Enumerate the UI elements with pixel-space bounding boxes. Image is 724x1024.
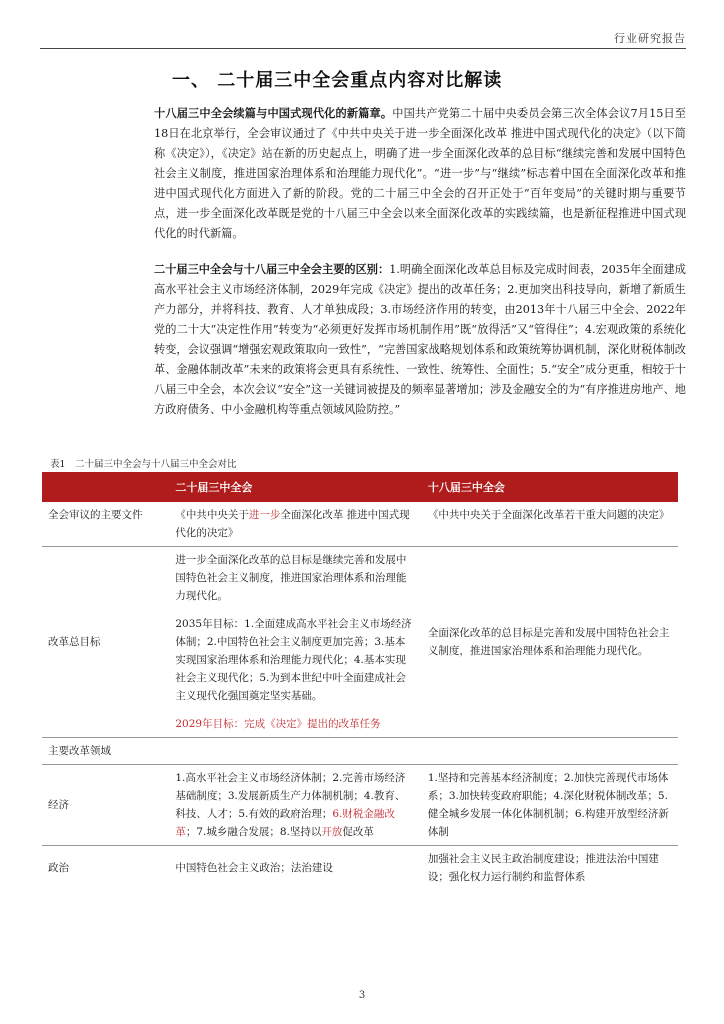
- header-20th-plenum: 二十届三中全会: [169, 472, 422, 502]
- econ-20th-red2: 开放: [321, 826, 343, 838]
- paragraph-1: [154, 103, 686, 244]
- econ-18th: 1.坚持和完善基本经济制度；2.加快完善现代市场体系；3.加快转变政府职能；4.深化财税体制改革；5.健全城乡发展一体化体制机制；6.构建开放型经济新体制: [422, 765, 678, 846]
- doc-label: 全会审议的主要文件: [42, 502, 169, 547]
- goal-18th: 全面深化改革的总目标是完善和发展中国特色社会主义制度，推进国家治理体系和治理能力现代化。: [422, 547, 678, 738]
- goal-20th-p1: 进一步全面深化改革的总目标是继续完善和发展中国特色社会主义制度，推进国家治理体系和治理能力现代化。: [175, 554, 407, 602]
- table-row-politics: [42, 846, 678, 891]
- comparison-table: [42, 472, 678, 890]
- header-divider: [40, 48, 686, 49]
- doc-20th: [169, 502, 422, 547]
- paragraph-2-lead: 二十届三中全会与十八届三中全会主要的区别：: [154, 262, 390, 276]
- section-title: 一、 二十届三中全会重点内容对比解读: [172, 70, 503, 91]
- table-row-goal: [42, 547, 678, 738]
- doc-18th: 《中共中央关于全面深化改革若干重大问题的决定》: [422, 502, 678, 547]
- report-type-label: 行业研究报告: [614, 32, 686, 45]
- goal-20th: [169, 547, 422, 738]
- politics-18th: 加强社会主义民主政治制度建设；推进法治中国建设；强化权力运行制约和监督体系: [427, 853, 659, 883]
- table-row-econ: [42, 765, 678, 846]
- econ-20th-b: ；7.城乡融合发展；8.坚持以: [185, 826, 322, 838]
- paragraph-2-body: 1.明确全面深化改革总目标及完成时间表，2035年全面建成高水平社会主义市场经济体制，2029年完成《决定》提出的改革任务；2.更加突出科技导向，新增了新质生产力部分，并将科技、教育、人才单独成段；3.市场经济作用的转变，由2013年十八届三中全会、2022年党的二十大“决定性作用”转变为“必须更好发挥市场机制作用”既“放得活”又“管得住”；4.宏观政策的系统化转变，会议强调“增强宏观政策取向一致性”，“完善国家战略规划体系和政策统筹协调机制，深化财税体制改革、金融体制改革”未来的政策将会更具有系统性、一致性、统筹性、全面性；5.“安全”成分更重，相较于十八届三中全会，本次会议“安全”这一关键词被提及的频率显著增加；涉及金融安全的为“有序推进房地产、地方政府债务、中小金融机构等重点领域风险防控。”: [154, 263, 686, 416]
- header-empty: [42, 472, 169, 502]
- goal-20th-p3: 2029年目标：完成《决定》提出的改革任务: [175, 718, 381, 730]
- econ-20th: [169, 765, 422, 846]
- econ-20th-c: 促改革: [342, 826, 374, 838]
- econ-20th-red1: 6.财税金融改革: [175, 808, 395, 838]
- areas-label: 主要改革领域: [42, 738, 678, 765]
- paragraph-2: [154, 259, 686, 420]
- politics-20th: 中国特色社会主义政治；法治建设: [175, 862, 333, 874]
- politics-label: 政治: [48, 862, 69, 874]
- econ-20th-a: 1.高水平社会主义市场经济体制；2.完善市场经济基础制度；3.发展新质生产力体制机制；4.教育、科技、人才；5.有效的政府治理；: [175, 772, 406, 820]
- doc-20th-red: 进一步: [248, 509, 281, 521]
- doc-20th-post: 全面深化改革 推进中国式现代化的决定》: [175, 509, 410, 539]
- page-number: 3: [358, 990, 366, 1001]
- goal-label: 改革总目标: [42, 547, 169, 738]
- table-header-row: [42, 472, 678, 502]
- table-row-areas: [42, 738, 678, 765]
- header-18th-plenum: 十八届三中全会: [422, 472, 678, 502]
- econ-label: 经济: [42, 765, 169, 846]
- goal-20th-p2: 2035年目标：1.全面建成高水平社会主义市场经济体制；2.中国特色社会主义制度更加完善；3.基本实现国家治理体系和治理能力现代化；4.基本实现社会主义现代化；5.为到本世纪中叶全面建成社会主义现代化强国奠定坚实基础。: [175, 618, 412, 702]
- table-row-doc: [42, 502, 678, 547]
- doc-20th-pre: 《中共中央关于: [175, 509, 249, 521]
- paragraph-1-body: 中国共产党第二十届中央委员会第三次全体会议7月15日至18日在北京举行，全会审议通过了《中共中央关于进一步全面深化改革 推进中国式现代化的决定》（以下简称《决定》），《决定》站在新的历史起点上，明确了进一步全面深化改革的总目标“继续完善和发展中国特色社会主义制度，推进国家治理体系和治理能力现代化”。“进一步”与“继续”标志着中国在全面深化改革和推进中国式现代化方面进入了新的阶段。党的二十届三中全会的召开正处于“百年变局”的关键时期与重要节点，进一步全面深化改革既是党的十八届三中全会以来全面深化改革的实践续篇，也是新征程推进中国式现代化的时代新篇。: [154, 107, 686, 240]
- table-caption: 表1 二十届三中全会与十八届三中全会对比: [50, 459, 237, 470]
- paragraph-1-lead: 十八届三中全会续篇与中国式现代化的新篇章。: [154, 106, 393, 120]
